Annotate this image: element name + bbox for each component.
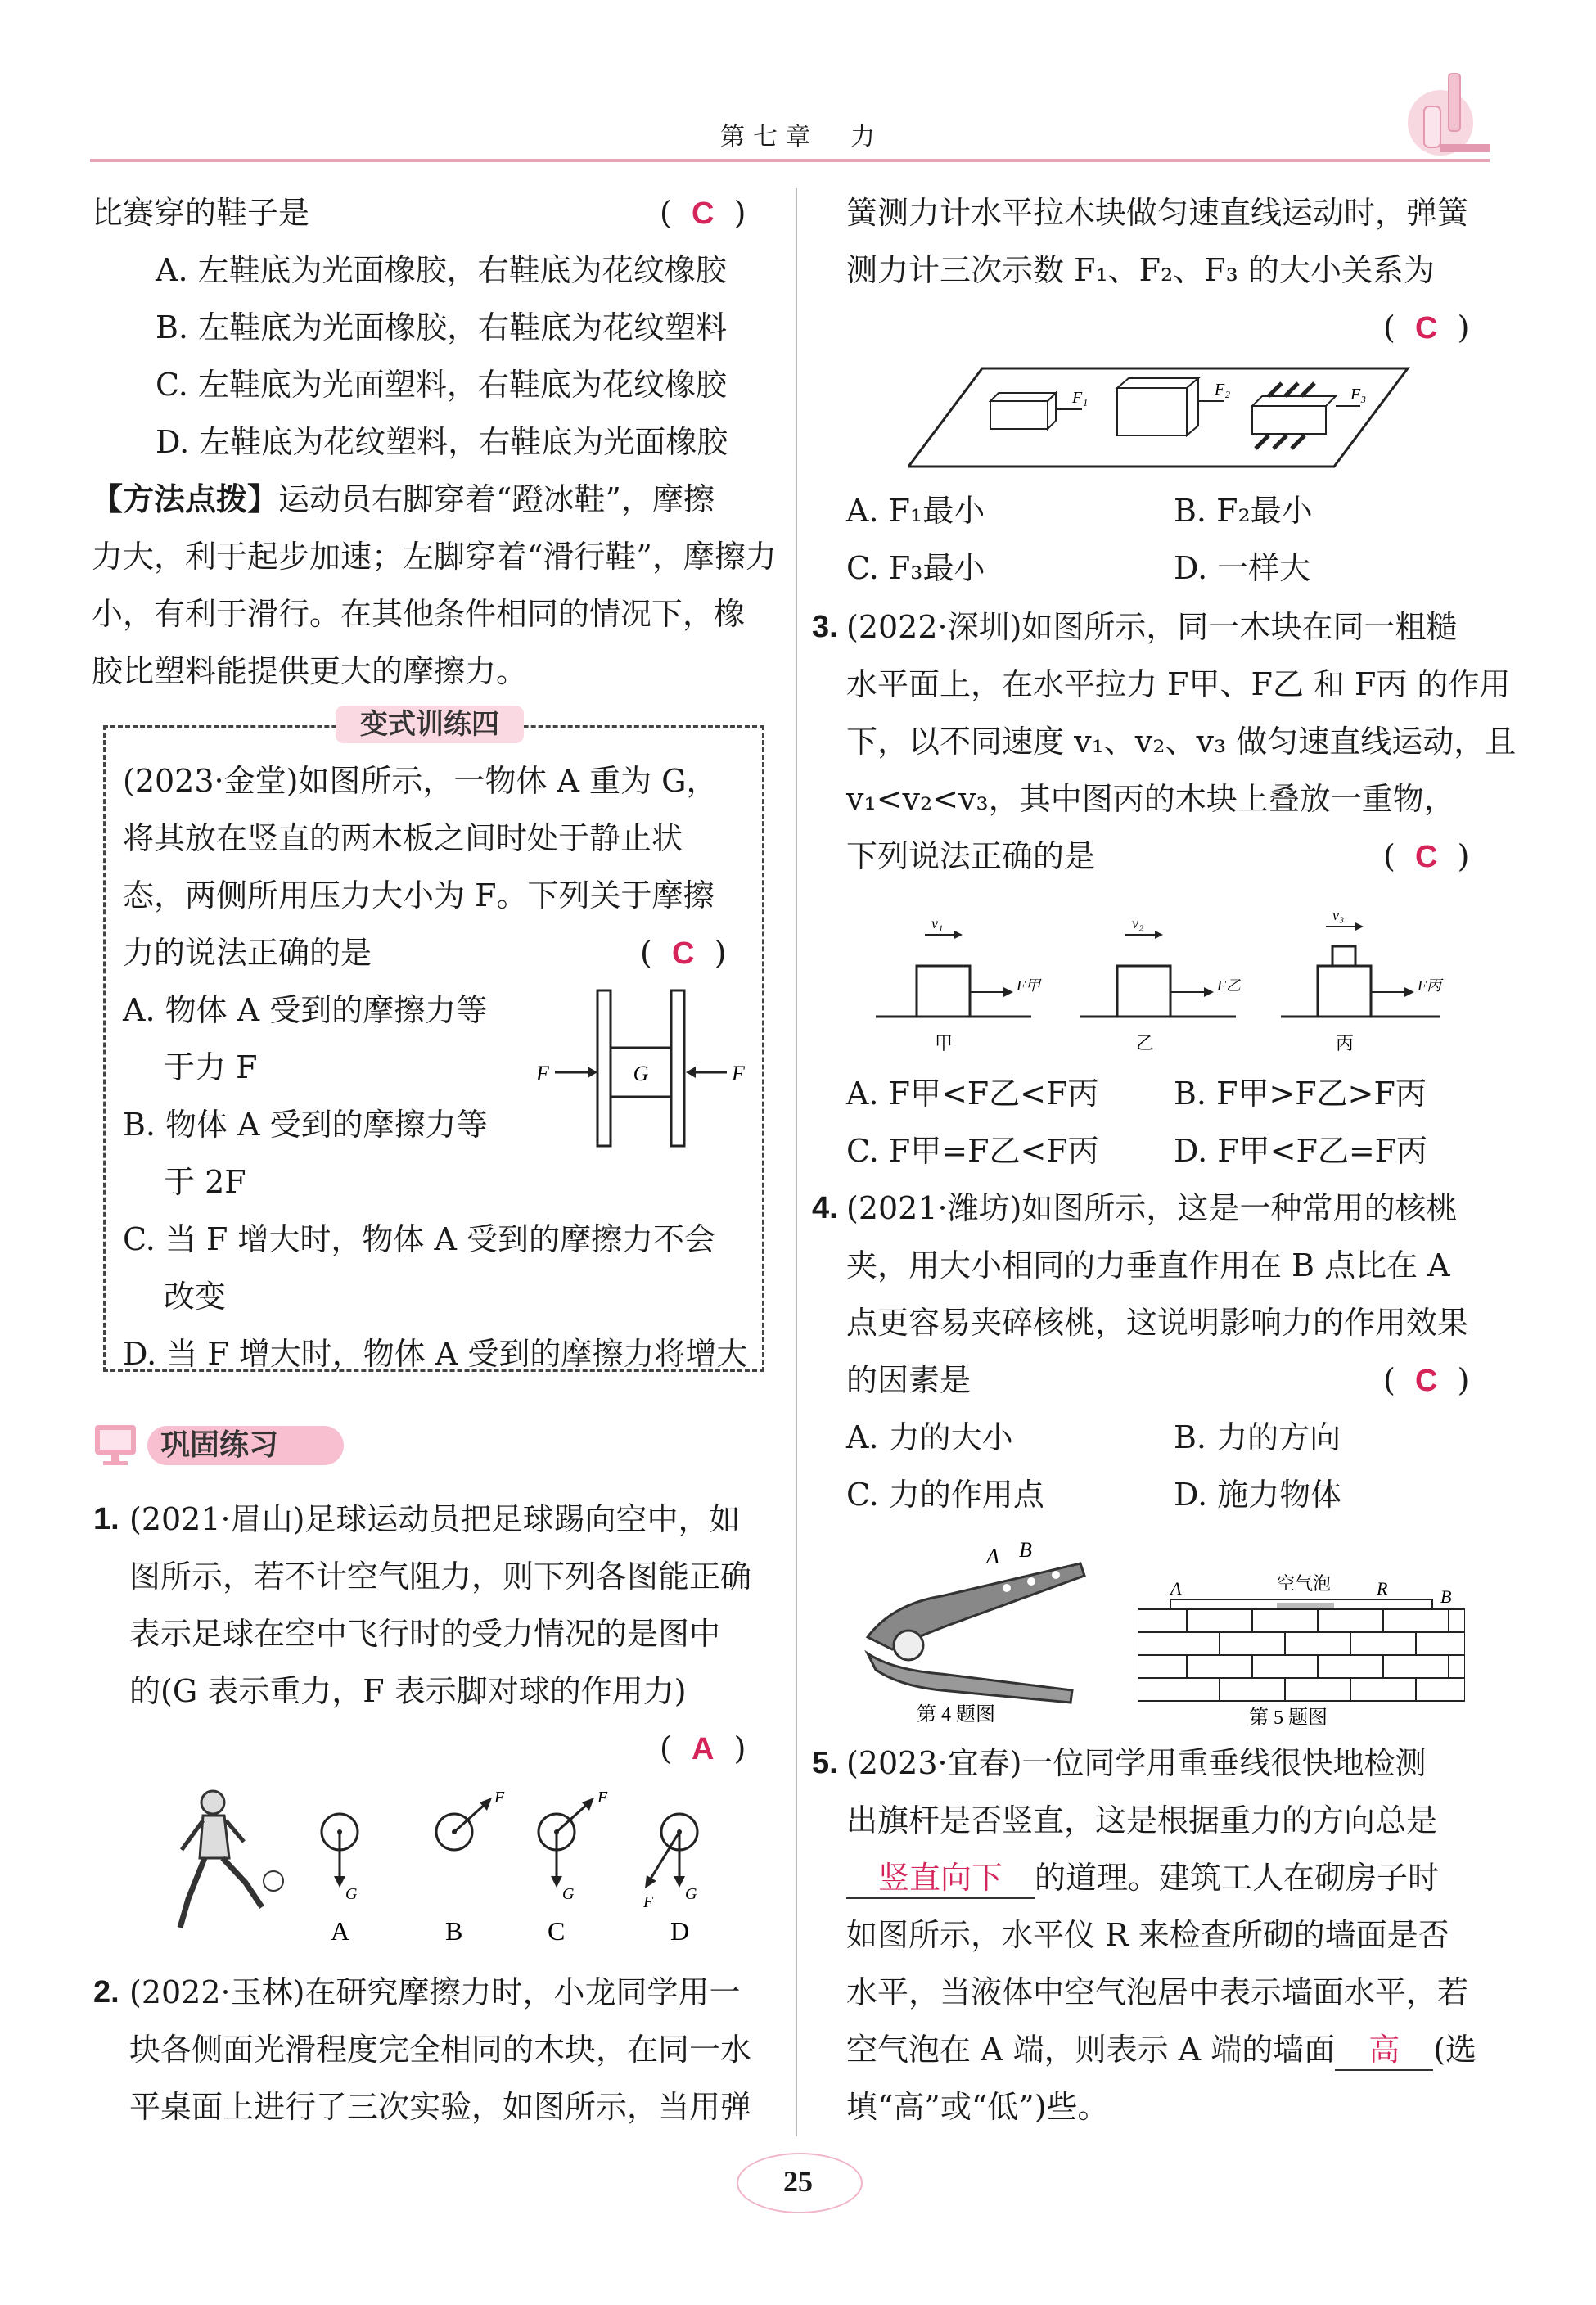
method-tip-line-1	[92, 480, 715, 519]
q3-fig-v2: v₂	[1132, 915, 1144, 931]
q3-fig-v1: v₁	[931, 915, 944, 931]
q5-fig-label-a: A	[1170, 1578, 1182, 1599]
q3-answer: C	[1414, 840, 1438, 874]
q5-line-7: 填“高”或“低”)些。	[846, 2089, 1109, 2125]
q5-figure-wall	[1138, 1572, 1465, 1727]
q3-answer-bracket: ( C )	[1383, 838, 1470, 874]
q5-number: 5.	[812, 1746, 838, 1780]
q5-blank-2[interactable]: 高	[1335, 2030, 1433, 2071]
q4-figure-nutcracker	[843, 1539, 1089, 1727]
method-tip-label: 【方法点拨】	[92, 481, 279, 517]
q3-option-b: B. F甲>F乙>F丙	[1174, 1076, 1427, 1112]
variant-option-c: C. 当 F 增大时，物体 A 受到的摩擦力不会	[123, 1221, 716, 1257]
method-tip-line-2: 力大，利于起步加速；左脚穿着“滑行鞋”，摩擦力	[92, 539, 777, 575]
q5-blank-1[interactable]: 竖直向下	[846, 1858, 1035, 1899]
monitor-icon	[92, 1420, 141, 1469]
q1-fig-label-d: D	[670, 1916, 690, 1946]
q1-fig-d-g: G	[685, 1885, 697, 1903]
variant-line-3: 态，两侧所用压力大小为 F。下列关于摩擦	[123, 877, 715, 913]
q2-line-3: 平桌面上进行了三次实验，如图所示，当用弹	[129, 2089, 752, 2125]
q2-figure	[908, 360, 1416, 475]
q2-option-d: D. 一样大	[1174, 550, 1311, 586]
q2-fig-label-f1: F₁	[1072, 389, 1089, 407]
q-prev-stem: 比赛穿的鞋子是	[92, 195, 310, 231]
q4-option-a: A. 力的大小	[846, 1419, 1013, 1455]
q4-option-b: B. 力的方向	[1174, 1419, 1341, 1455]
variant-line-1: (2023·金堂)如图所示，一物体 A 重为 G，	[123, 763, 718, 799]
q1-line-3: 表示足球在空中飞行时的受力情况的是图中	[129, 1616, 721, 1652]
q4-option-c: C. 力的作用点	[846, 1477, 1044, 1513]
q2-option-c: C. F₃最小	[846, 550, 985, 586]
q1-line-2: 图所示，若不计空气阻力，则下列各图能正确	[129, 1558, 752, 1595]
variant-training-title: 变式训练四	[336, 706, 524, 743]
page-number: 25	[783, 2165, 813, 2198]
soccer-ball-icon	[264, 1871, 283, 1891]
q3-figure	[876, 909, 1481, 1056]
q1-fig-b-f: F	[494, 1789, 505, 1807]
header-line	[90, 159, 1490, 162]
variant-fig-block-label: G	[633, 1062, 649, 1085]
q3-fig-v3: v₃	[1332, 909, 1345, 923]
q5-line-2: 出旗杆是否竖直，这是根据重力的方向总是	[846, 1802, 1438, 1838]
q4-line-1: (2021·潍坊)如图所示，这是一种常用的核桃	[846, 1190, 1458, 1226]
q5-fig-label-r: R	[1377, 1578, 1388, 1599]
q1-line-4: 的(G 表示重力，F 表示脚对球的作用力)	[129, 1673, 687, 1709]
q2-cont-line-2: 测力计三次示数 F₁、F₂、F₃ 的大小关系为	[846, 252, 1435, 288]
q2-answer-bracket: ( C )	[1383, 309, 1470, 345]
variant-fig-left-force: F	[536, 1062, 549, 1085]
q3-fig-label-jia: 甲	[935, 1033, 954, 1053]
q2-number: 2.	[93, 1975, 119, 2010]
q3-line-1: (2022·深圳)如图所示，同一木块在同一粗糙	[846, 609, 1458, 645]
q3-line-4: v₁<v₂<v₃，其中图丙的木块上叠放一重物，	[846, 781, 1455, 817]
q1-fig-c-g: G	[562, 1885, 575, 1903]
q1-answer-bracket: ( A )	[660, 1730, 746, 1766]
q5-line-3	[846, 1858, 1439, 1899]
q5-fig-caption: 第 5 题图	[1249, 1707, 1328, 1727]
variant-option-b-cont: 于 2F	[164, 1164, 246, 1200]
q3-line-3: 下，以不同速度 v₁、v₂、v₃ 做匀速直线运动，且	[846, 724, 1517, 760]
q4-line-3: 点更容易夹碎核桃，这说明影响力的作用效果	[846, 1305, 1469, 1341]
variant-answer: C	[671, 936, 695, 971]
q-prev-option-c: C. 左鞋底为光面塑料，右鞋底为花纹橡胶	[156, 367, 727, 403]
q4-line-4: 的因素是	[846, 1362, 972, 1398]
page-header	[90, 113, 1490, 162]
q-prev-option-d: D. 左鞋底为花纹塑料，右鞋底为光面橡胶	[156, 424, 728, 460]
q5-line-1: (2023·宜春)一位同学用重垂线很快地检测	[846, 1745, 1427, 1781]
q2-option-b: B. F₂最小	[1174, 493, 1313, 529]
q-prev-option-b: B. 左鞋底为光面橡胶，右鞋底为花纹塑料	[156, 309, 728, 345]
method-tip-line-3: 小，有利于滑行。在其他条件相同的情况下，橡	[92, 596, 746, 632]
variant-answer-bracket: ( C )	[640, 935, 727, 971]
q2-line-2: 块各侧面光滑程度完全相同的木块，在同一水	[129, 2032, 752, 2068]
q3-option-c: C. F甲=F乙<F丙	[846, 1133, 1099, 1169]
method-tip-text-1: 运动员右脚穿着“蹬冰鞋”，摩擦	[278, 481, 715, 517]
q4-answer: C	[1414, 1364, 1438, 1398]
q3-option-d: D. F甲<F乙=F丙	[1174, 1133, 1428, 1169]
variant-line-2: 将其放在竖直的两木板之间时处于静止状	[123, 820, 683, 856]
q5-fig-label-b: B	[1440, 1586, 1452, 1607]
lab-equipment-icon	[1391, 65, 1498, 164]
q4-fig-caption: 第 4 题图	[917, 1704, 995, 1725]
q3-fig-f2: F乙	[1217, 977, 1241, 994]
variant-option-d: D. 当 F 增大时，物体 A 受到的摩擦力将增大	[123, 1336, 748, 1372]
q4-line-2: 夹，用大小相同的力垂直作用在 B 点比在 A	[846, 1247, 1450, 1283]
method-tip-line-4: 胶比塑料能提供更大的摩擦力。	[92, 653, 528, 689]
variant-option-a: A. 物体 A 受到的摩擦力等	[123, 992, 488, 1028]
q4-option-d: D. 施力物体	[1174, 1477, 1342, 1513]
q5-line-6-end: (选	[1433, 2032, 1477, 2068]
q5-fig-label-bubble: 空气泡	[1277, 1573, 1332, 1594]
q3-fig-f1: F甲	[1017, 977, 1040, 994]
q2-fig-label-f3: F₃	[1350, 386, 1367, 404]
q1-line-1: (2021·眉山)足球运动员把足球踢向空中，如	[129, 1501, 741, 1537]
chapter-name: 力	[850, 123, 884, 151]
variant-line-4: 力的说法正确的是	[123, 935, 372, 971]
q3-fig-label-bing: 丙	[1336, 1033, 1355, 1053]
variant-figure	[532, 982, 753, 1154]
q3-line-2: 水平面上，在水平拉力 F甲、F乙 和 F丙 的作用	[846, 666, 1511, 702]
q5-line-3-text: 的道理。建筑工人在砌房子时	[1035, 1860, 1440, 1896]
q1-fig-c-f: F	[597, 1789, 608, 1807]
q5-line-4: 如图所示，水平仪 R 来检查所砌的墙面是否	[846, 1917, 1449, 1953]
q3-option-a: A. F甲<F乙<F丙	[846, 1076, 1099, 1112]
q3-line-5: 下列说法正确的是	[846, 838, 1096, 874]
variant-fig-right-force: F	[732, 1062, 745, 1085]
q2-option-a: A. F₁最小	[846, 493, 985, 529]
q2-answer: C	[1414, 311, 1438, 345]
q5-line-5: 水平，当液体中空气泡居中表示墙面水平，若	[846, 1974, 1469, 2010]
column-divider	[796, 188, 797, 2136]
q1-fig-a-g: G	[345, 1885, 358, 1903]
variant-option-a-cont: 于力 F	[164, 1049, 258, 1085]
q4-answer-bracket: ( C )	[1383, 1362, 1470, 1398]
q2-line-1: (2022·玉林)在研究摩擦力时，小龙同学用一	[129, 1974, 741, 2010]
q4-fig-point-a: A	[986, 1545, 999, 1568]
q-prev-answer: C	[691, 196, 715, 231]
q2-fig-label-f2: F₂	[1215, 381, 1231, 399]
q1-fig-label-c: C	[548, 1916, 566, 1946]
q-prev-answer-bracket: ( C )	[660, 195, 746, 231]
q1-figure	[164, 1784, 761, 1948]
q5-line-6	[846, 2030, 1477, 2071]
q1-fig-label-b: B	[445, 1916, 463, 1946]
q3-fig-f3: F丙	[1418, 977, 1441, 994]
q1-fig-label-a: A	[331, 1916, 350, 1946]
variant-option-c-cont: 改变	[164, 1279, 227, 1315]
q4-number: 4.	[812, 1191, 838, 1225]
q3-number: 3.	[812, 610, 838, 644]
variant-option-b: B. 物体 A 受到的摩擦力等	[123, 1107, 488, 1143]
q-prev-option-a: A. 左鞋底为光面橡胶，右鞋底为花纹橡胶	[156, 252, 727, 288]
q2-cont-line-1: 簧测力计水平拉木块做匀速直线运动时，弹簧	[846, 195, 1469, 231]
chapter-number: 第七章	[720, 123, 818, 151]
q1-fig-d-f: F	[643, 1893, 654, 1911]
q1-answer: A	[691, 1732, 715, 1766]
q4-fig-point-b: B	[1019, 1539, 1032, 1562]
chapter-title	[720, 116, 883, 152]
q3-fig-label-yi: 乙	[1136, 1033, 1155, 1053]
soccer-player-icon	[180, 1791, 262, 1928]
q1-number: 1.	[93, 1502, 119, 1536]
section-title: 巩固练习	[160, 1428, 279, 1462]
q5-line-6-text: 空气泡在 A 端，则表示 A 端的墙面	[846, 2032, 1336, 2068]
